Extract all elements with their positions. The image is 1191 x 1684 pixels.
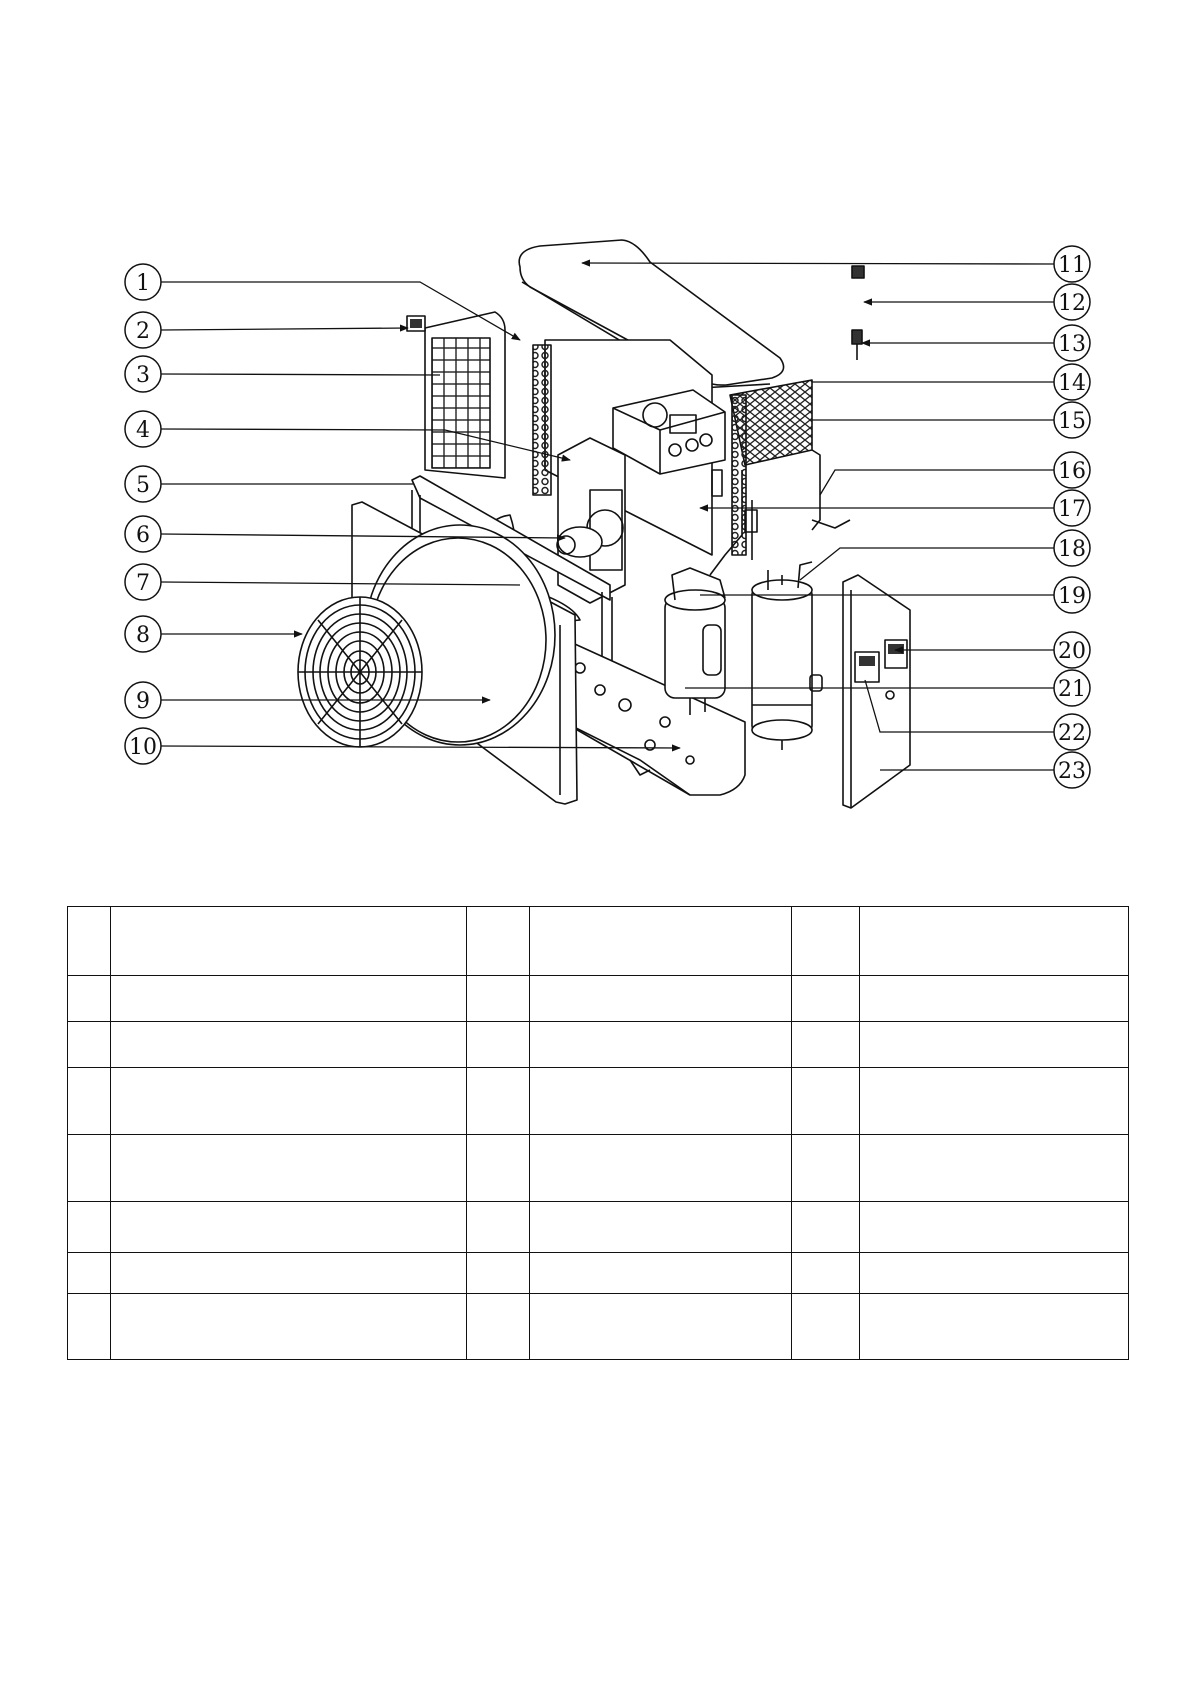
callout-7 [125, 564, 161, 600]
callout-13 [1054, 325, 1090, 361]
left-coil-part [533, 345, 551, 495]
svg-text:12: 12 [1058, 291, 1086, 316]
table-cell [792, 976, 860, 1022]
parts-list-table [67, 906, 1129, 1360]
table-cell [860, 1135, 1129, 1202]
water-tank-part [752, 562, 822, 750]
callout-16 [1054, 452, 1090, 488]
callout-12 [1054, 284, 1090, 320]
table-cell [530, 976, 792, 1022]
table-cell [111, 1135, 467, 1202]
table-cell [530, 1253, 792, 1294]
table-cell [792, 1294, 860, 1360]
table-cell [792, 1022, 860, 1068]
table-row [68, 1253, 1129, 1294]
svg-text:19: 19 [1058, 584, 1086, 609]
callout-18 [1054, 530, 1090, 566]
table-cell [530, 1202, 792, 1253]
table-cell [111, 1294, 467, 1360]
table-row [68, 1022, 1129, 1068]
table-row [68, 1068, 1129, 1135]
svg-text:18: 18 [1058, 537, 1086, 562]
table-cell [111, 1022, 467, 1068]
unit-drawing [298, 240, 910, 808]
svg-text:3: 3 [136, 363, 150, 388]
svg-text:11: 11 [1058, 253, 1086, 278]
table-cell [467, 976, 530, 1022]
table-cell [860, 1068, 1129, 1135]
table-cell [68, 1294, 111, 1360]
svg-text:22: 22 [1058, 721, 1086, 746]
table-row [68, 1135, 1129, 1202]
svg-text:13: 13 [1058, 332, 1086, 357]
svg-text:10: 10 [129, 735, 157, 760]
table-row [68, 907, 1129, 976]
callout-17 [1054, 490, 1090, 526]
table-cell [467, 1294, 530, 1360]
side-panel-part [843, 575, 910, 808]
callout-11 [1054, 246, 1090, 282]
table-cell [68, 1253, 111, 1294]
svg-text:7: 7 [136, 571, 150, 596]
table-cell [467, 1135, 530, 1202]
svg-text:23: 23 [1058, 759, 1086, 784]
compressor-part [665, 568, 725, 715]
table-cell [792, 1253, 860, 1294]
svg-text:15: 15 [1058, 409, 1086, 434]
table-cell [111, 1253, 467, 1294]
callout-9 [125, 682, 161, 718]
table-cell [860, 907, 1129, 976]
exploded-view-diagram [0, 0, 1191, 820]
table-cell [68, 976, 111, 1022]
table-cell [860, 1294, 1129, 1360]
table-row [68, 976, 1129, 1022]
callout-22 [1054, 714, 1090, 750]
callout-3 [125, 356, 161, 392]
table-cell [111, 1202, 467, 1253]
table-cell [530, 1294, 792, 1360]
table-cell [467, 1253, 530, 1294]
callout-23 [1054, 752, 1090, 788]
callout-20 [1054, 632, 1090, 668]
table-cell [530, 907, 792, 976]
table-cell [792, 907, 860, 976]
table-cell [530, 1135, 792, 1202]
table-cell [467, 907, 530, 976]
table-cell [111, 907, 467, 976]
table-row [68, 1202, 1129, 1253]
svg-text:17: 17 [1058, 497, 1086, 522]
svg-text:1: 1 [136, 271, 150, 296]
table-cell [530, 1022, 792, 1068]
svg-text:21: 21 [1058, 677, 1086, 702]
callout-19 [1054, 577, 1090, 613]
svg-text:20: 20 [1058, 639, 1086, 664]
table-cell [860, 1202, 1129, 1253]
svg-text:6: 6 [136, 523, 150, 548]
table-cell [792, 1068, 860, 1135]
svg-text:9: 9 [136, 689, 150, 714]
callout-4 [125, 411, 161, 447]
table-cell [68, 1068, 111, 1135]
callout-5 [125, 466, 161, 502]
callout-10 [125, 728, 161, 764]
callout-6 [125, 516, 161, 552]
filter-grille-part [425, 312, 505, 478]
callout-8 [125, 616, 161, 652]
svg-text:14: 14 [1058, 371, 1086, 396]
table-cell [68, 1135, 111, 1202]
callout-15 [1054, 402, 1090, 438]
svg-text:4: 4 [136, 418, 150, 443]
table-cell [860, 1022, 1129, 1068]
svg-text:8: 8 [136, 623, 150, 648]
small-part-13 [852, 330, 862, 360]
table-cell [467, 1068, 530, 1135]
table-cell [530, 1068, 792, 1135]
callout-21 [1054, 670, 1090, 706]
svg-text:5: 5 [136, 473, 150, 498]
table-cell [467, 1202, 530, 1253]
fan-guard-part [298, 597, 422, 747]
table-cell [111, 976, 467, 1022]
table-cell [111, 1068, 467, 1135]
table-cell [792, 1202, 860, 1253]
small-part-12 [852, 266, 864, 278]
table-cell [68, 907, 111, 976]
table-cell [467, 1022, 530, 1068]
callout-2 [125, 312, 161, 348]
table-cell [68, 1202, 111, 1253]
table-row [68, 1294, 1129, 1360]
table-cell [860, 976, 1129, 1022]
table-cell [860, 1253, 1129, 1294]
callout-14 [1054, 364, 1090, 400]
svg-text:16: 16 [1058, 459, 1086, 484]
table-cell [68, 1022, 111, 1068]
table-cell [792, 1135, 860, 1202]
svg-text:2: 2 [136, 319, 150, 344]
callout-1 [125, 264, 161, 300]
